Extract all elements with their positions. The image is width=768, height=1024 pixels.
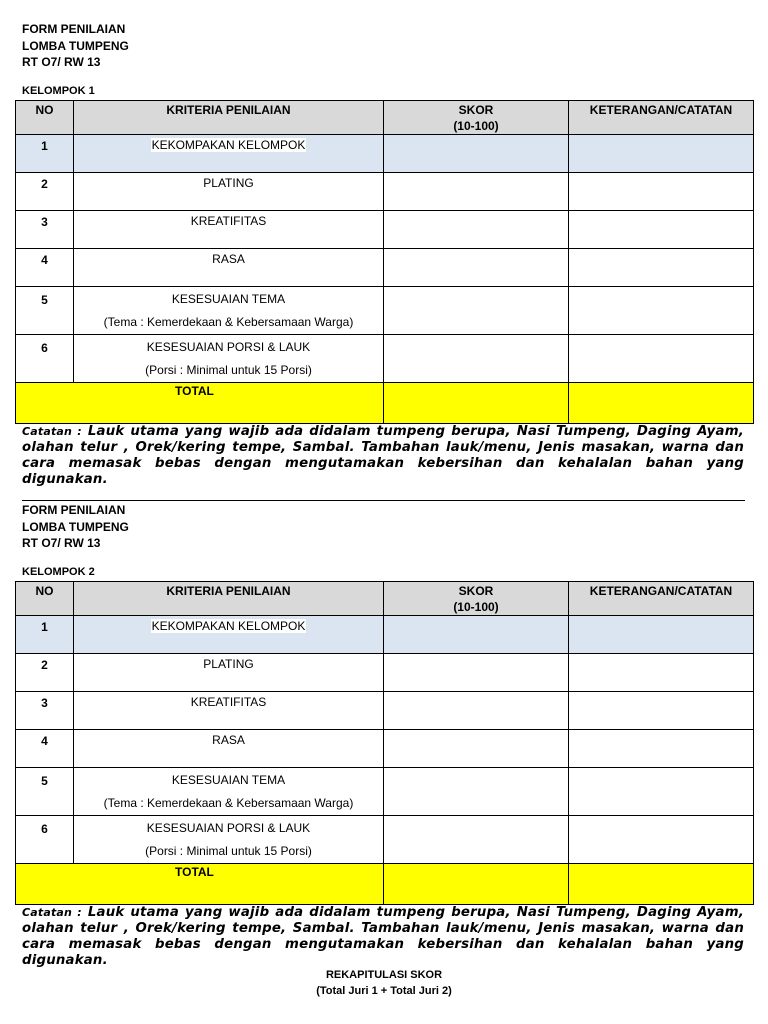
notes-cell[interactable]	[569, 249, 754, 287]
criteria-label: RASA	[212, 252, 245, 266]
notes-cell[interactable]	[569, 173, 754, 211]
row-criteria	[74, 287, 384, 335]
row-number: 1	[16, 616, 74, 654]
criteria-detail: (Tema : Kemerdekaan & Kebersamaan Warga)	[103, 315, 354, 329]
notes-cell[interactable]	[569, 692, 754, 730]
form-header	[22, 21, 129, 71]
table-row	[16, 211, 754, 249]
criteria-label: KESESUAIAN PORSI & LAUK	[146, 340, 311, 354]
table-row	[16, 135, 754, 173]
score-cell[interactable]	[384, 173, 569, 211]
score-cell[interactable]	[384, 211, 569, 249]
criteria-label: KEKOMPAKAN KELOMPOK	[151, 138, 306, 152]
criteria-detail: (Tema : Kemerdekaan & Kebersamaan Warga)	[103, 796, 354, 810]
table-row	[16, 173, 754, 211]
row-criteria	[74, 211, 384, 249]
criteria-label: PLATING	[203, 176, 254, 190]
row-number: 2	[16, 654, 74, 692]
criteria-label: KEKOMPAKAN KELOMPOK	[151, 619, 306, 633]
criteria-detail: (Porsi : Minimal untuk 15 Porsi)	[145, 844, 312, 858]
table-row	[16, 616, 754, 654]
notes-cell[interactable]	[569, 135, 754, 173]
form-subtitle: LOMBA TUMPENG	[22, 519, 129, 534]
criteria-label: KESESUAIAN TEMA	[171, 773, 286, 787]
row-number: 2	[16, 173, 74, 211]
table-row	[16, 287, 754, 335]
score-table	[15, 581, 754, 905]
table-row	[16, 249, 754, 287]
table-row	[16, 335, 754, 383]
table-row	[16, 768, 754, 816]
notes-cell[interactable]	[569, 287, 754, 335]
col-header-notes: KETERANGAN/CATATAN	[569, 101, 754, 135]
score-table	[15, 100, 754, 424]
total-row	[16, 383, 754, 424]
row-number: 6	[16, 816, 74, 864]
criteria-label: KESESUAIAN PORSI & LAUK	[146, 821, 311, 835]
form-header	[22, 502, 129, 552]
form-subtitle: LOMBA TUMPENG	[22, 38, 129, 53]
group-label: KELOMPOK 2	[22, 566, 95, 578]
col-header-score: SKOR (10-100)	[384, 582, 569, 616]
row-number: 5	[16, 287, 74, 335]
score-cell[interactable]	[384, 616, 569, 654]
table-row	[16, 654, 754, 692]
notes-cell[interactable]	[569, 730, 754, 768]
notes-cell[interactable]	[569, 768, 754, 816]
col-header-score: SKOR (10-100)	[384, 101, 569, 135]
note	[22, 905, 744, 969]
score-cell[interactable]	[384, 249, 569, 287]
row-number: 4	[16, 249, 74, 287]
row-criteria	[74, 173, 384, 211]
col-header-notes: KETERANGAN/CATATAN	[569, 582, 754, 616]
score-cell[interactable]	[384, 335, 569, 383]
table-row	[16, 730, 754, 768]
row-criteria	[74, 768, 384, 816]
notes-cell[interactable]	[569, 211, 754, 249]
criteria-label: KREATIFITAS	[190, 695, 267, 709]
criteria-label: KESESUAIAN TEMA	[171, 292, 286, 306]
note-label: Catatan :	[22, 425, 82, 438]
row-criteria	[74, 816, 384, 864]
criteria-label: RASA	[212, 733, 245, 747]
form-title: FORM PENILAIAN	[22, 503, 126, 517]
table-row	[16, 816, 754, 864]
note-label: Catatan :	[22, 906, 82, 919]
row-criteria	[74, 616, 384, 654]
row-criteria	[74, 335, 384, 383]
total-label: TOTAL	[16, 383, 384, 424]
notes-cell[interactable]	[569, 816, 754, 864]
row-number: 6	[16, 335, 74, 383]
row-number: 3	[16, 211, 74, 249]
row-number: 5	[16, 768, 74, 816]
recap-title: REKAPITULASI SKOR	[325, 969, 443, 981]
criteria-label: PLATING	[203, 657, 254, 671]
score-cell[interactable]	[384, 730, 569, 768]
table-row	[16, 692, 754, 730]
total-row	[16, 864, 754, 905]
row-criteria	[74, 730, 384, 768]
row-number: 3	[16, 692, 74, 730]
total-notes-cell[interactable]	[569, 383, 754, 424]
col-header-no: NO	[16, 582, 74, 616]
notes-cell[interactable]	[569, 335, 754, 383]
recap-subtitle: (Total Juri 1 + Total Juri 2)	[316, 985, 452, 997]
total-score-cell[interactable]	[384, 864, 569, 905]
note-text: Lauk utama yang wajib ada didalam tumpeng berupa, Nasi Tumpeng, Daging Ayam, olahan telur , Orek/kering tempe, Sambal. Tambahan lauk/menu, Jenis masakan, warna dan cara memasak bebas dengan mengutamakan kebersihan dan kehalalan bahan yang digunakan.	[22, 424, 744, 487]
score-cell[interactable]	[384, 816, 569, 864]
group-label: KELOMPOK 1	[22, 85, 95, 97]
criteria-detail: (Porsi : Minimal untuk 15 Porsi)	[145, 363, 312, 377]
score-cell[interactable]	[384, 768, 569, 816]
section-divider	[22, 500, 745, 501]
recap-heading	[0, 967, 768, 999]
total-notes-cell[interactable]	[569, 864, 754, 905]
score-cell[interactable]	[384, 654, 569, 692]
notes-cell[interactable]	[569, 616, 754, 654]
row-criteria	[74, 135, 384, 173]
row-number: 4	[16, 730, 74, 768]
total-label: TOTAL	[16, 864, 384, 905]
row-number: 1	[16, 135, 74, 173]
col-header-criteria: KRITERIA PENILAIAN	[74, 101, 384, 135]
score-cell[interactable]	[384, 692, 569, 730]
row-criteria	[74, 654, 384, 692]
row-criteria	[74, 249, 384, 287]
note-text: Lauk utama yang wajib ada didalam tumpeng berupa, Nasi Tumpeng, Daging Ayam, olahan telur , Orek/kering tempe, Sambal. Tambahan lauk/menu, Jenis masakan, warna dan cara memasak bebas dengan mengutamakan kebersihan dan kehalalan bahan yang digunakan.	[22, 905, 744, 968]
col-header-no: NO	[16, 101, 74, 135]
form-rt-rw: RT O7/ RW 13	[22, 536, 101, 550]
col-header-criteria: KRITERIA PENILAIAN	[74, 582, 384, 616]
notes-cell[interactable]	[569, 654, 754, 692]
criteria-label: KREATIFITAS	[190, 214, 267, 228]
score-cell[interactable]	[384, 135, 569, 173]
note	[22, 424, 744, 488]
score-cell[interactable]	[384, 287, 569, 335]
form-rt-rw: RT O7/ RW 13	[22, 55, 101, 69]
row-criteria	[74, 692, 384, 730]
form-title: FORM PENILAIAN	[22, 22, 126, 36]
total-score-cell[interactable]	[384, 383, 569, 424]
